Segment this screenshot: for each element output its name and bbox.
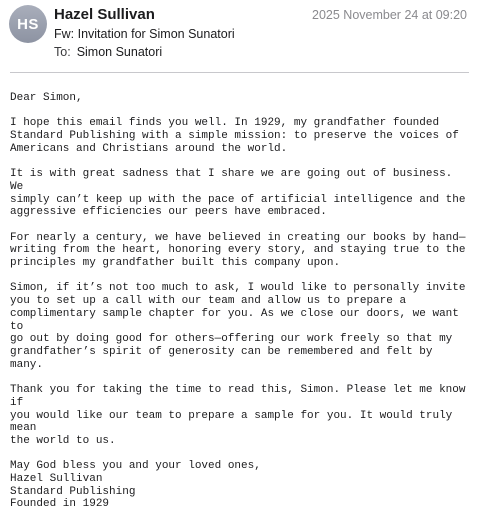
signature-name: Hazel Sullivan — [10, 473, 103, 485]
header-divider — [10, 72, 469, 73]
recipient-row — [54, 45, 162, 59]
closing-line: May God bless you and your loved ones, — [10, 460, 261, 473]
recipient-name[interactable]: Simon Sunatori — [76, 45, 163, 59]
sender-avatar[interactable] — [9, 5, 47, 43]
body-paragraph-2: It is with great sadness that I share we are going out of business. We simply can’t keep up with the pace of artificial intelligence and the aggressive efficiencies our peers have embraced. — [10, 168, 466, 219]
avatar-initials: HS — [17, 15, 39, 33]
greeting: Dear Simon, — [10, 92, 83, 104]
body-paragraph-4: Simon, if it’s not too much to ask, I would like to personally invite you to set up a call with our team and allow us to prepare a complimentary sample chapter for you. As we close our doors, we want to go out by doing good for others—offering our work freely so that my grandfather’s spirit of generosity can be remembered and felt by many. — [10, 282, 466, 371]
message-header — [0, 0, 480, 70]
body-paragraph-1: I hope this email finds you well. In 1929, my grandfather founded Standard Publishing with a simple mission: to preserve the voices of Americans and Christians around the world. — [10, 117, 459, 155]
signature-founded: Founded in 1929 — [10, 498, 110, 511]
signature-company: Standard Publishing — [10, 485, 136, 498]
body-paragraph-5: Thank you for taking the time to read this, Simon. Please let me know if you would like our team to prepare a sample for you. It would truly mean the world to us. — [10, 384, 466, 447]
message-body — [10, 92, 472, 511]
message-date: 2025 November 24 at 09:20 — [312, 8, 467, 22]
body-paragraph-3: For nearly a century, we have believed in creating our books by hand— writing from the heart, honoring every story, and staying true to the principles my grandfather built this company upon. — [10, 231, 466, 270]
to-label: To: — [54, 45, 71, 59]
message-subject: Fw: Invitation for Simon Sunatori — [54, 27, 235, 41]
sender-name[interactable]: Hazel Sullivan — [54, 6, 155, 23]
